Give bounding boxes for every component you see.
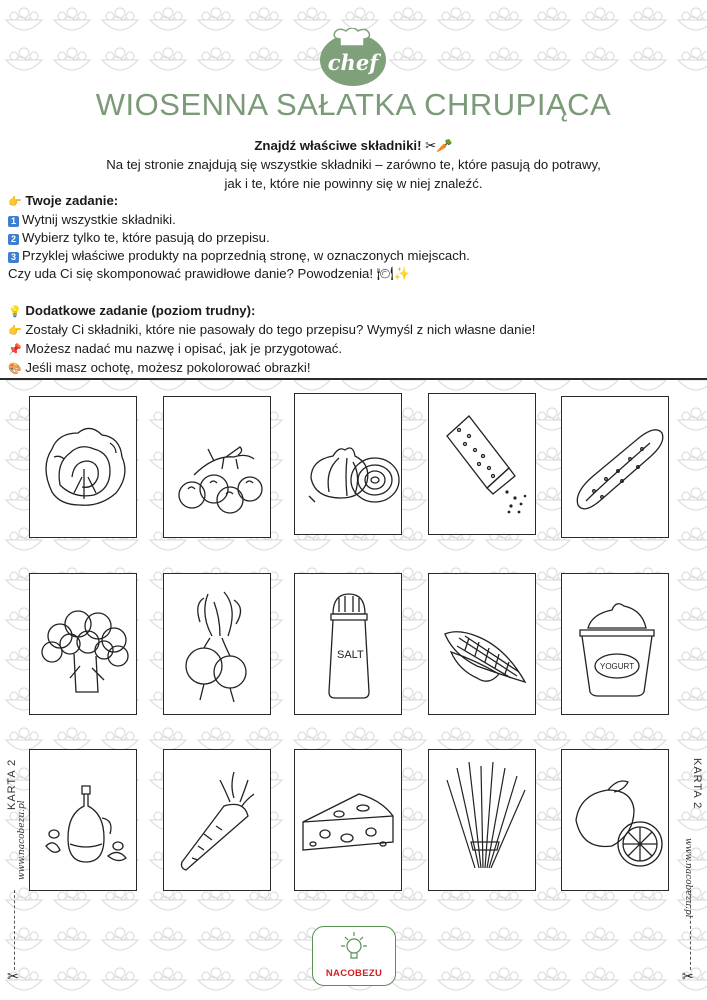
corn-icon (429, 574, 537, 716)
ingredient-card-broccoli[interactable] (29, 573, 137, 715)
extra-item-text: Możesz nadać mu nazwę i opisać, jak je przygotować. (25, 341, 343, 356)
ingredient-card-cucumber[interactable] (561, 396, 669, 538)
pushpin-icon: 📌 (8, 344, 22, 356)
website-label-left: www.nacobezu.pl (17, 800, 27, 880)
scissors-icon: ✂ (7, 968, 19, 984)
lightbulb-icon: 💡 (8, 306, 22, 318)
ingredient-card-salt-shaker[interactable] (294, 573, 402, 715)
chives-icon (429, 750, 537, 892)
lettuce-icon (30, 397, 138, 539)
task-step (8, 229, 688, 247)
task-step-text: Wytnij wszystkie składniki. (22, 212, 176, 227)
chef-logo: chef (320, 34, 386, 86)
ingredient-card-yogurt[interactable] (561, 573, 669, 715)
ingredient-card-lemon[interactable] (561, 749, 669, 891)
ingredient-card-radish[interactable] (163, 573, 271, 715)
extra-item (8, 321, 688, 340)
task-heading: Twoje zadanie: (25, 193, 119, 208)
pointing-hand-icon: 👉 (8, 196, 22, 208)
palette-icon: 🎨 (8, 363, 22, 375)
cheese-icon (295, 750, 403, 892)
olive-oil-icon (30, 750, 138, 892)
cut-line-right (690, 890, 691, 970)
task-heading-row (8, 192, 688, 211)
carrot-icon (164, 750, 272, 892)
extra-item-text: Zostały Ci składniki, które nie pasowały do tego przepisu? Wymyśl z nich własne danie! (25, 322, 536, 337)
extra-heading-row (8, 302, 688, 321)
task-step-text: Wybierz tylko te, które pasują do przepisu. (22, 230, 270, 245)
ingredient-card-cheese[interactable] (294, 749, 402, 891)
ingredient-card-carrot[interactable] (163, 749, 271, 891)
ingredient-card-corn[interactable] (428, 573, 536, 715)
number-badge-icon: 1 (8, 216, 19, 227)
tasks-section (8, 192, 688, 378)
yogurt-label: YOGURT (600, 662, 635, 671)
intro-section (0, 136, 707, 193)
ingredient-card-pepper-shaker[interactable] (428, 393, 536, 535)
salt-shaker-icon (295, 574, 403, 716)
scissors-icon: ✂ (682, 968, 694, 984)
pointing-hand-icon: 👉 (8, 325, 22, 337)
ingredient-card-chives[interactable] (428, 749, 536, 891)
task-step-text: Przyklej właściwe produkty na poprzednią stronę, w oznaczonych miejscach. (22, 248, 470, 263)
pepper-shaker-icon (429, 394, 537, 536)
lightbulb-brain-icon (313, 927, 395, 967)
intro-heading: Znajdź właściwe składniki! ✂🥕 (254, 138, 453, 153)
extra-item-text: Jeśli masz ochotę, możesz pokolorować obrazki! (25, 360, 311, 375)
extra-item (8, 359, 688, 378)
lemon-icon (562, 750, 670, 892)
nacobezu-logo (312, 926, 396, 986)
number-badge-icon: 2 (8, 234, 19, 245)
broccoli-icon (30, 574, 138, 716)
yogurt-icon (562, 574, 670, 716)
task-closing: Czy uda Ci się skomponować prawidłowe danie? Powodzenia! 🍽✨ (8, 266, 410, 281)
page-title: WIOSENNA SAŁATKA CHRUPIĄCA (95, 87, 612, 122)
card-number-label-right: KARTA 2 (691, 758, 703, 810)
radish-icon (164, 574, 272, 716)
chef-hat-icon (330, 28, 374, 48)
extra-heading: Dodatkowe zadanie (poziom trudny): (25, 303, 256, 318)
task-step (8, 211, 688, 229)
intro-line-1: Na tej stronie znajdują się wszystkie składniki – zarówno te, które pasują do potrawy, (106, 157, 601, 172)
ingredient-card-onion[interactable] (294, 393, 402, 535)
cucumber-icon (562, 397, 670, 539)
ingredient-card-cherry-tomatoes[interactable] (163, 396, 271, 538)
intro-line-2: jak i te, które nie powinny się w niej znaleźć. (224, 176, 483, 191)
card-number-label-left: KARTA 2 (6, 758, 18, 810)
task-step (8, 247, 688, 265)
number-badge-icon: 3 (8, 252, 19, 263)
cherry-tomatoes-icon (164, 397, 272, 539)
onion-icon (295, 394, 403, 536)
extra-item (8, 340, 688, 359)
salt-label: SALT (337, 649, 364, 661)
ingredient-card-lettuce[interactable] (29, 396, 137, 538)
section-divider (0, 378, 707, 380)
ingredient-card-olive-oil[interactable] (29, 749, 137, 891)
website-label-right: www.nacobezu.pl (683, 838, 693, 918)
cut-line-left (14, 890, 15, 970)
nacobezu-text: NACOBEZU (325, 968, 383, 979)
